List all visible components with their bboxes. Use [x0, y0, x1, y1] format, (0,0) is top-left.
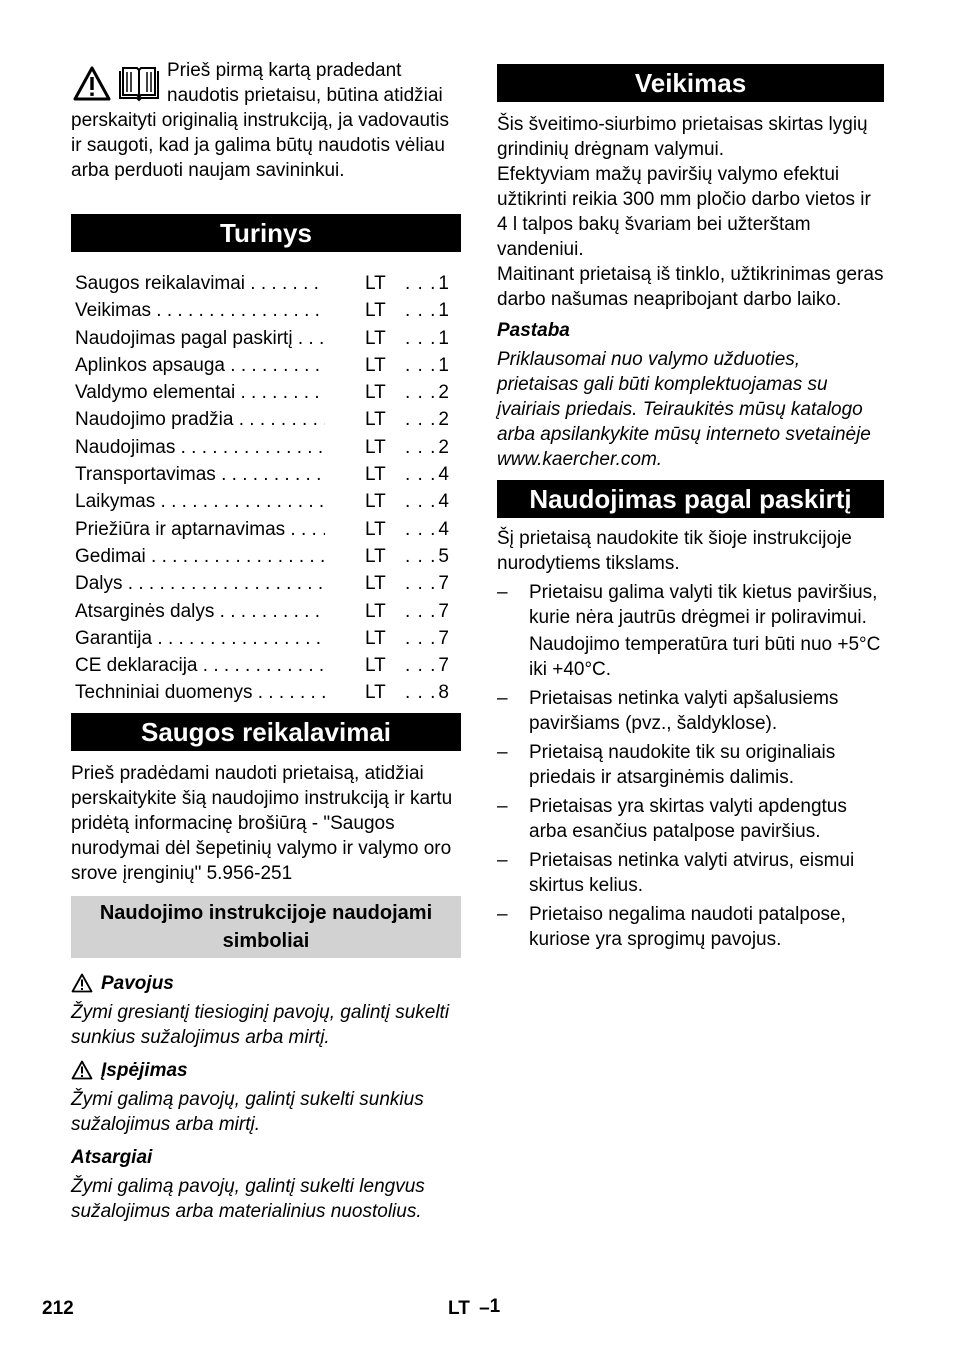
danger-label-row — [71, 971, 461, 996]
function-p2: Efektyviam mažų paviršių valymo efektui užtikrinti reikia 300 mm pločio darbo vietos ir 4 l talpos bakų švariam bei užterštam vandeniui. — [497, 164, 871, 260]
toc-row — [75, 406, 461, 433]
intro-icons — [73, 66, 163, 102]
toc-leader: . . . — [405, 300, 437, 322]
toc-page: 1 — [438, 327, 449, 349]
list-item-text: Prietaisu galima valyti tik kietus paviršius, kurie nėra jautrūs drėgmei ir poliravimui. — [529, 582, 878, 628]
toc-page: 1 — [438, 300, 449, 322]
note-label: Pastaba — [497, 320, 570, 341]
toc-row — [75, 488, 461, 515]
list-item-extra: Naudojimo temperatūra turi būti nuo +5°C iki +40°C. — [529, 634, 881, 680]
toc-lang: LT — [365, 600, 386, 622]
warning-triangle-icon — [73, 66, 111, 102]
footer-lang: LT — [448, 1298, 470, 1319]
toc-row — [75, 434, 461, 461]
toc-title: Naudojimas . . . — [75, 434, 325, 461]
toc-page: 4 — [438, 491, 449, 513]
toc-row — [75, 516, 461, 543]
right-column — [497, 64, 884, 952]
toc-leader: . . . — [405, 273, 437, 294]
list-item-text: Prietaisas yra skirtas valyti apdengtus arba esančius patalpose paviršius. — [529, 796, 847, 842]
footer-page: 1 — [489, 1296, 501, 1317]
toc-title: Naudojimo pradžia . . . — [75, 406, 325, 433]
list-item — [497, 902, 884, 952]
toc-lang: LT — [365, 682, 386, 704]
toc-leader: . . . — [405, 655, 437, 677]
toc-row — [75, 625, 461, 652]
symbols-heading: Naudojimo instrukcijoje naudojami simboliai — [71, 896, 461, 958]
toc-title: Techniniai duomenys . . . — [75, 679, 325, 706]
toc-page: 7 — [438, 600, 449, 622]
function-p3: Maitinant prietaisą iš tinklo, užtikrinimas geras darbo našumas neapribojant darbo laiko. — [497, 264, 884, 310]
toc-page: 4 — [438, 518, 449, 540]
dash-bullet: – — [497, 850, 508, 871]
toc-title: Transportavimas . . . — [75, 461, 325, 488]
footer-lang-page — [448, 1298, 500, 1320]
toc-title: CE deklaracija . . . — [75, 652, 325, 679]
list-item — [497, 794, 884, 844]
toc-page: 1 — [438, 273, 449, 294]
warning-label-row — [71, 1058, 461, 1083]
toc-title: Priežiūra ir aptarnavimas . . . — [75, 516, 325, 543]
toc-leader: . . . — [405, 600, 437, 622]
toc-leader: . . . — [405, 518, 437, 540]
danger-label: Pavojus — [101, 972, 174, 994]
toc-leader: . . . — [405, 382, 437, 404]
footer-sep: – — [479, 1298, 490, 1319]
warning-label: Įspėjimas — [101, 1059, 188, 1081]
toc-title: Aplinkos apsauga . . . — [75, 352, 325, 379]
toc-leader: . . . — [405, 354, 437, 376]
list-item — [497, 580, 884, 682]
warning-triangle-icon — [71, 973, 93, 993]
intro-block — [71, 58, 461, 208]
toc-row — [75, 379, 461, 406]
toc-lang: LT — [365, 518, 386, 540]
page-number: 212 — [42, 1298, 74, 1319]
list-item-text: Prietaisas netinka valyti atvirus, eismui skirtus kelius. — [529, 850, 855, 896]
toc-page: 1 — [438, 354, 449, 376]
toc-lang: LT — [365, 382, 386, 404]
toc-title: Garantija . . . — [75, 625, 325, 652]
toc-lang: LT — [365, 545, 386, 567]
toc-leader: . . . — [405, 436, 437, 458]
toc-row — [75, 461, 461, 488]
list-item — [497, 848, 884, 898]
toc-page: 2 — [438, 436, 449, 458]
toc-list — [75, 270, 461, 707]
toc-row — [75, 570, 461, 597]
toc-lang: LT — [365, 273, 386, 294]
toc-lang: LT — [365, 464, 386, 486]
toc-page: 7 — [438, 655, 449, 677]
note-text: Priklausomai nuo valymo užduoties, prietaisas gali būti komplektuojamas su įvairiais priedais. Teiraukitės mūsų katalogo arba apsilankykite mūsų interneto svetainėje www.kaercher.com. — [497, 349, 871, 470]
toc-page: 2 — [438, 409, 449, 431]
toc-lang: LT — [365, 627, 386, 649]
toc-lang: LT — [365, 655, 386, 677]
manual-book-icon — [117, 66, 161, 102]
toc-title: Veikimas . . . — [75, 297, 325, 324]
intended-use-heading: Naudojimas pagal paskirtį — [497, 480, 884, 518]
toc-title: Valdymo elementai . . . — [75, 379, 325, 406]
toc-leader: . . . — [405, 327, 437, 349]
toc-title: Dalys . . . — [75, 570, 325, 597]
intro-text: Prieš pirmą kartą pradedant naudotis prietaisu, būtina atidžiai perskaityti originalią instrukciją, ja vadovautis ir saugoti, kad ja galima būtų naudotis vėliau arba perduoti naujam savininkui. — [71, 60, 450, 181]
toc-title: Gedimai . . . — [75, 543, 325, 570]
toc-row — [75, 543, 461, 570]
toc-lang: LT — [365, 327, 386, 349]
toc-row — [75, 270, 461, 297]
toc-row — [75, 352, 461, 379]
list-item — [497, 686, 884, 736]
intended-use-list — [497, 580, 884, 952]
toc-title: Atsarginės dalys . . . — [75, 598, 325, 625]
toc-title: Saugos reikalavimai . . . — [75, 270, 325, 297]
list-item — [497, 740, 884, 790]
toc-row — [75, 297, 461, 324]
dash-bullet: – — [497, 688, 508, 709]
toc-leader: . . . — [405, 627, 437, 649]
function-heading: Veikimas — [497, 64, 884, 102]
toc-title: Laikymas . . . — [75, 488, 325, 515]
toc-leader: . . . — [405, 409, 437, 431]
toc-heading: Turinys — [71, 214, 461, 252]
toc-page: 7 — [438, 573, 449, 595]
toc-row — [75, 679, 461, 706]
toc-row — [75, 652, 461, 679]
dash-bullet: – — [497, 582, 508, 603]
toc-leader: . . . — [405, 545, 437, 567]
toc-page: 4 — [438, 464, 449, 486]
dash-bullet: – — [497, 904, 508, 925]
toc-leader: . . . — [405, 573, 437, 595]
toc-leader: . . . — [405, 682, 437, 704]
toc-page: 5 — [438, 545, 449, 567]
toc-lang: LT — [365, 354, 386, 376]
toc-page: 7 — [438, 627, 449, 649]
safety-text: Prieš pradėdami naudoti prietaisą, atidžiai perskaitykite šią naudojimo instrukciją ir kartu pridėtą informacinę brošiūrą - "Saugos nurodymai dėl šepetinių valymo ir valymo oro srove įrenginių" 5.956-251 — [71, 762, 453, 884]
toc-title: Naudojimas pagal paskirtį . . . — [75, 325, 325, 352]
intended-use-intro: Šį prietaisą naudokite tik šioje instrukcijoje nurodytiems tikslams. — [497, 528, 852, 574]
toc-row — [75, 598, 461, 625]
warning-triangle-icon — [71, 1060, 93, 1080]
toc-page: 2 — [438, 382, 449, 404]
toc-lang: LT — [365, 409, 386, 431]
list-item-text: Prietaisą naudokite tik su originaliais priedais ir atsarginėmis dalimis. — [529, 742, 836, 788]
toc-lang: LT — [365, 436, 386, 458]
danger-text: Žymi gresiantį tiesioginį pavojų, galintį sukelti sunkius sužalojimus arba mirtį. — [71, 1001, 450, 1048]
warning-text: Žymi galimą pavojų, galintį sukelti sunkius sužalojimus arba mirtį. — [71, 1088, 424, 1135]
caution-text: Žymi galimą pavojų, galintį sukelti lengvus sužalojimus arba materialinius nuostolius. — [71, 1175, 425, 1222]
list-item-text: Prietaiso negalima naudoti patalpose, kuriose yra sprogimų pavojus. — [529, 904, 846, 950]
left-column — [71, 58, 461, 1224]
toc-leader: . . . — [405, 491, 437, 513]
toc-leader: . . . — [405, 464, 437, 486]
function-p1: Šis šveitimo-siurbimo prietaisas skirtas lygių grindinių drėgnam valymui. — [497, 114, 868, 160]
toc-lang: LT — [365, 300, 386, 322]
list-item-text: Prietaisas netinka valyti apšalusiems paviršiams (pvz., šaldyklose). — [529, 688, 839, 734]
toc-page: 8 — [438, 682, 449, 704]
toc-row — [75, 325, 461, 352]
toc-lang: LT — [365, 491, 386, 513]
dash-bullet: – — [497, 742, 508, 763]
toc-lang: LT — [365, 573, 386, 595]
caution-label: Atsargiai — [71, 1146, 153, 1168]
dash-bullet: – — [497, 796, 508, 817]
safety-heading: Saugos reikalavimai — [71, 713, 461, 751]
